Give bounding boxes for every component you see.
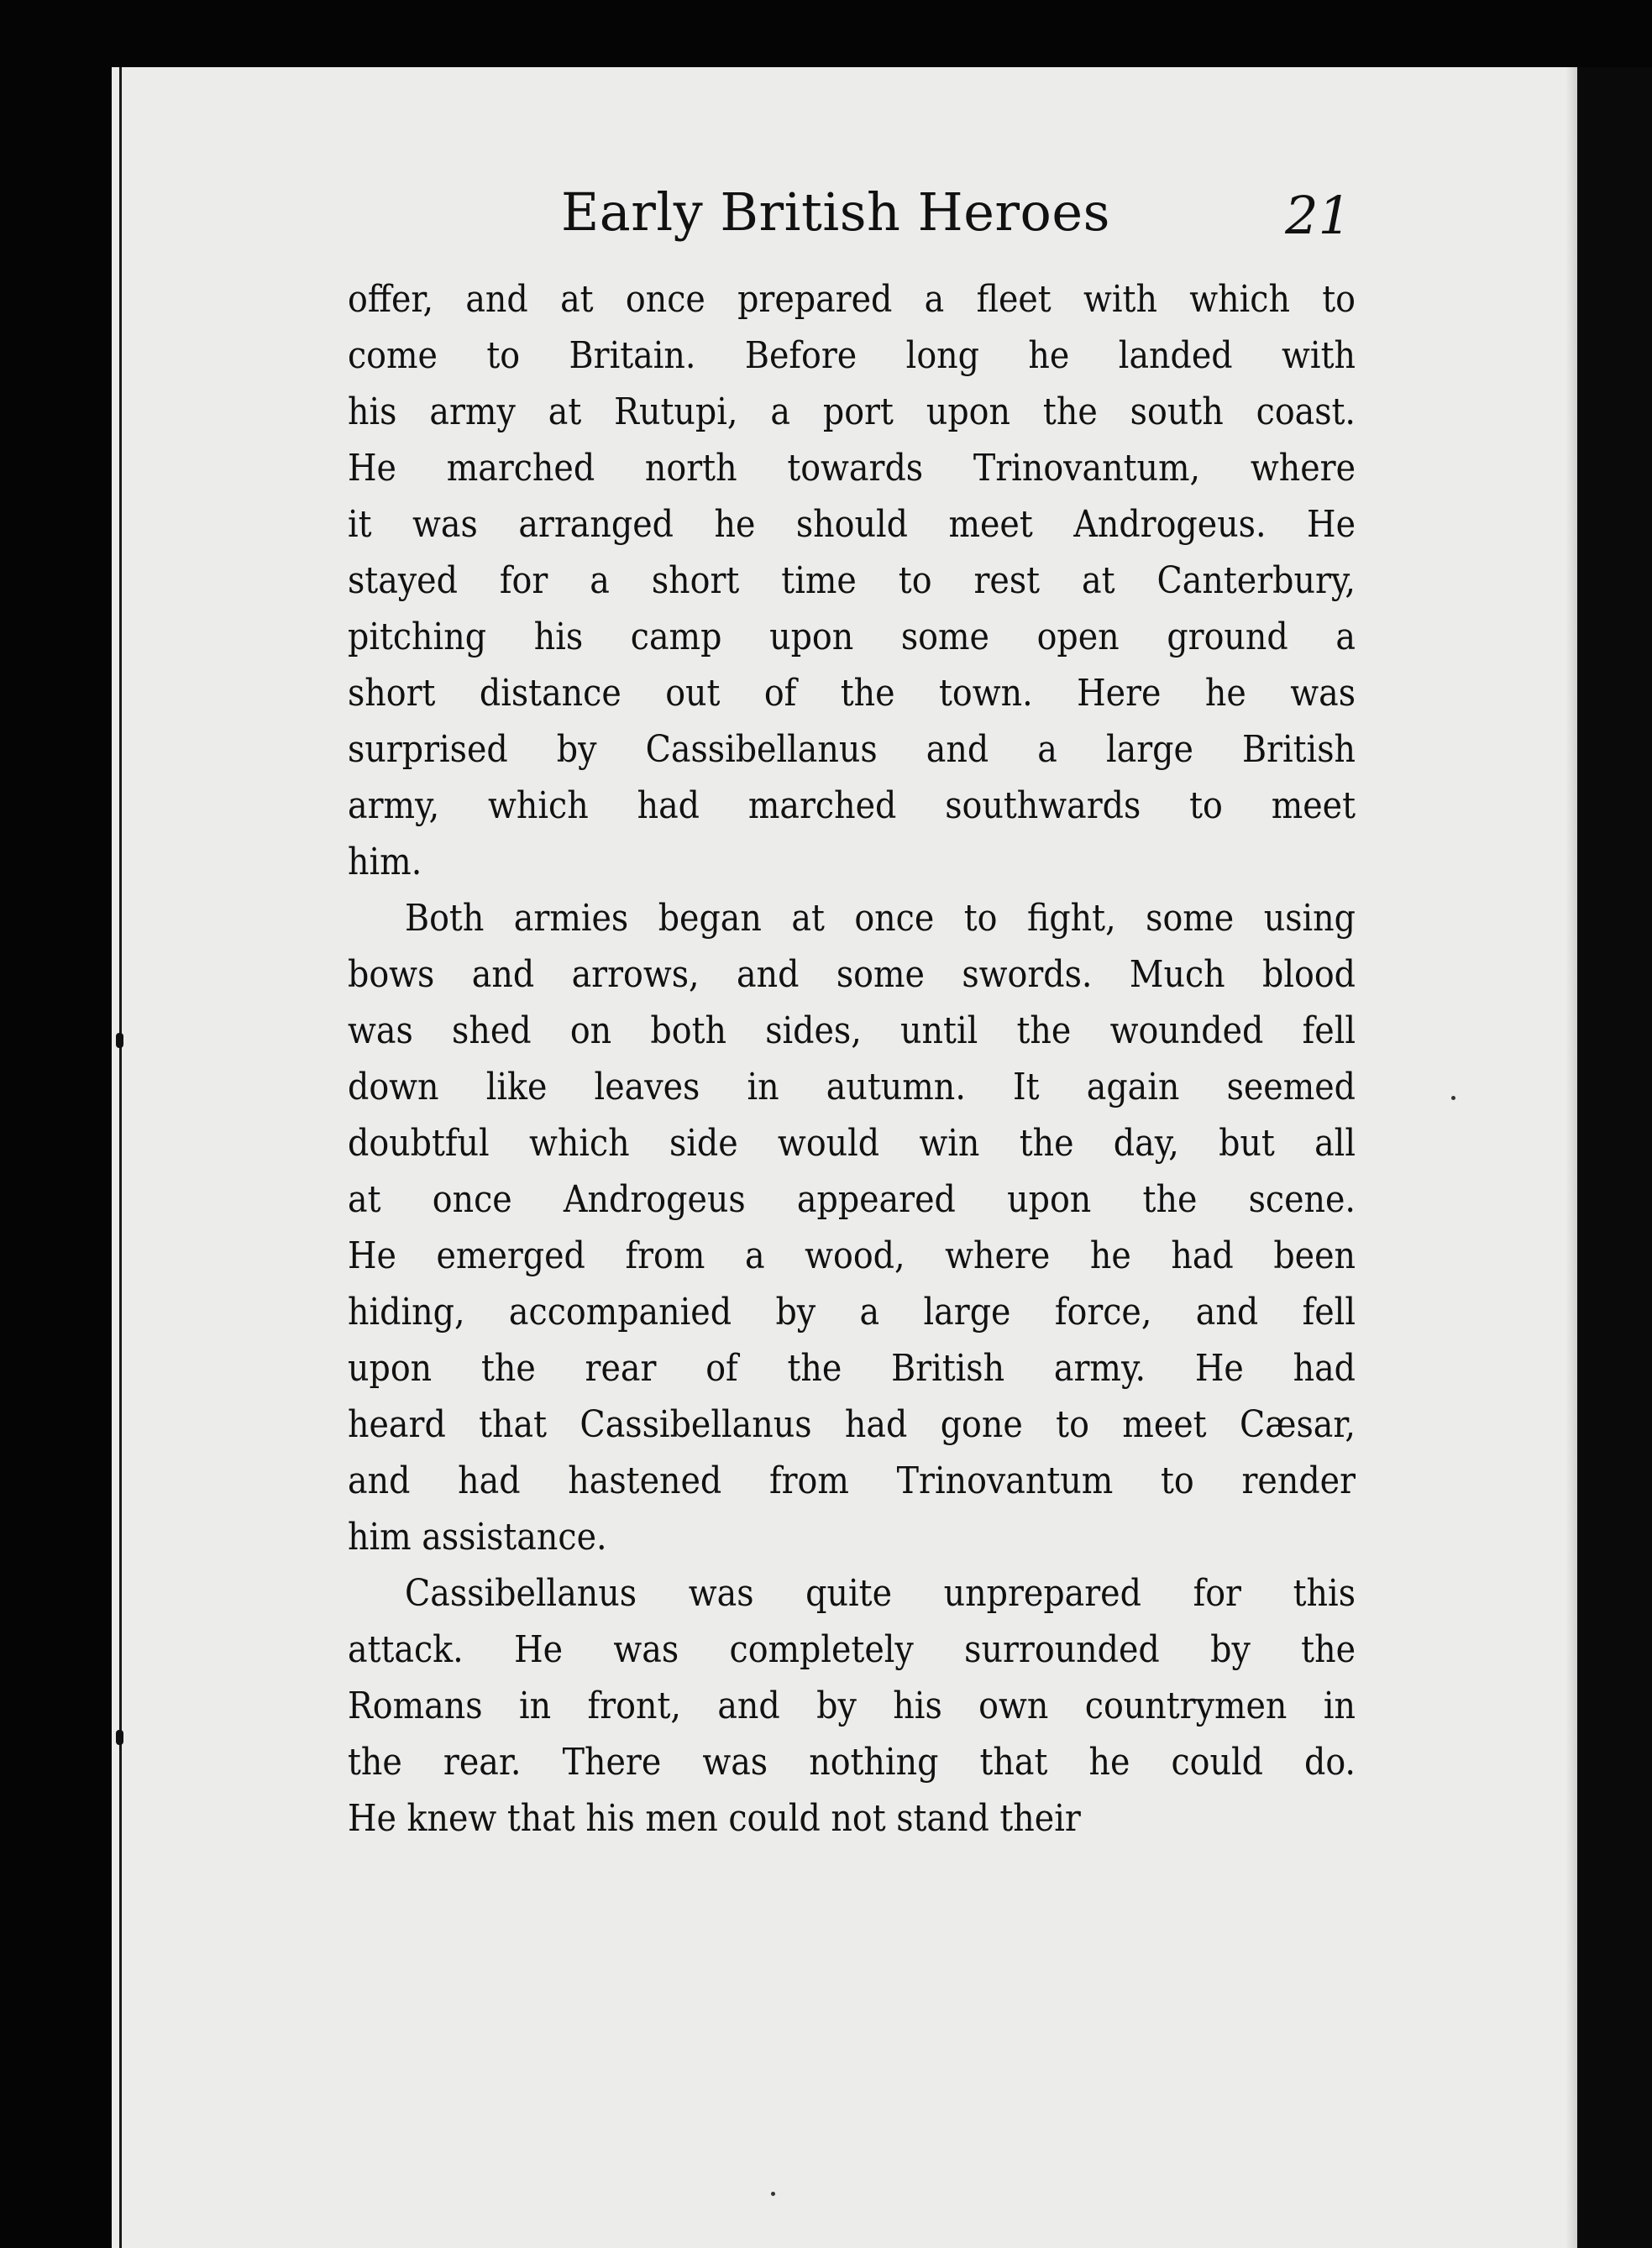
text-line: short distance out of the town. Here he was	[348, 672, 1356, 715]
text-line: was shed on both sides, until the wounded fell	[348, 1009, 1356, 1052]
text-line: the rear. There was nothing that he could do.	[348, 1741, 1356, 1784]
paragraph	[348, 271, 1356, 890]
page-gutter-edge	[119, 67, 122, 2248]
text-line: He emerged from a wood, where he had been	[348, 1234, 1356, 1277]
text-line: He marched north towards Trinovantum, where	[348, 447, 1356, 490]
text-line: Cassibellanus was quite unprepared for this	[405, 1572, 1356, 1615]
text-line: him assistance.	[348, 1516, 607, 1559]
text-line: pitching his camp upon some open ground a	[348, 616, 1356, 658]
text-line: stayed for a short time to rest at Canterbury,	[348, 559, 1356, 602]
text-line: Romans in front, and by his own countrymen in	[348, 1685, 1356, 1727]
text-line: come to Britain. Before long he landed with	[348, 334, 1356, 377]
text-line: surprised by Cassibellanus and a large British	[348, 728, 1356, 771]
text-line: down like leaves in autumn. It again seemed	[348, 1066, 1356, 1108]
running-head: Early British Heroes	[561, 181, 1110, 243]
paragraph	[348, 1565, 1356, 1847]
text-line: He knew that his men could not stand their	[348, 1797, 1081, 1840]
text-line: it was arranged he should meet Androgeus. He	[348, 503, 1356, 546]
paper-speck	[771, 2192, 775, 2196]
text-line: offer, and at once prepared a fleet with which to	[348, 278, 1356, 321]
text-line: him.	[348, 841, 422, 883]
body-text	[348, 271, 1356, 1847]
gutter-mark	[116, 1033, 123, 1048]
text-line: upon the rear of the British army. He had	[348, 1347, 1356, 1390]
text-line: his army at Rutupi, a port upon the south coast.	[348, 390, 1356, 433]
text-line: and had hastened from Trinovantum to render	[348, 1459, 1356, 1502]
page-edge-shadow	[1565, 67, 1577, 2248]
text-line: heard that Cassibellanus had gone to meet Cæsar,	[348, 1403, 1356, 1446]
text-line: at once Androgeus appeared upon the scene.	[348, 1178, 1356, 1221]
page-number: 21	[1285, 185, 1351, 246]
page-header	[344, 175, 1356, 250]
text-line: hiding, accompanied by a large force, and fell	[348, 1291, 1356, 1334]
scan-right-margin	[1577, 67, 1652, 2248]
text-line: army, which had marched southwards to meet	[348, 784, 1356, 827]
gutter-mark	[116, 1730, 123, 1745]
paper-speck	[1451, 1096, 1455, 1100]
paragraph	[348, 890, 1356, 1565]
text-line: Both armies began at once to fight, some using	[405, 897, 1356, 940]
text-line: attack. He was completely surrounded by the	[348, 1628, 1356, 1671]
text-line: doubtful which side would win the day, but all	[348, 1122, 1356, 1165]
text-line: bows and arrows, and some swords. Much blood	[348, 953, 1356, 996]
